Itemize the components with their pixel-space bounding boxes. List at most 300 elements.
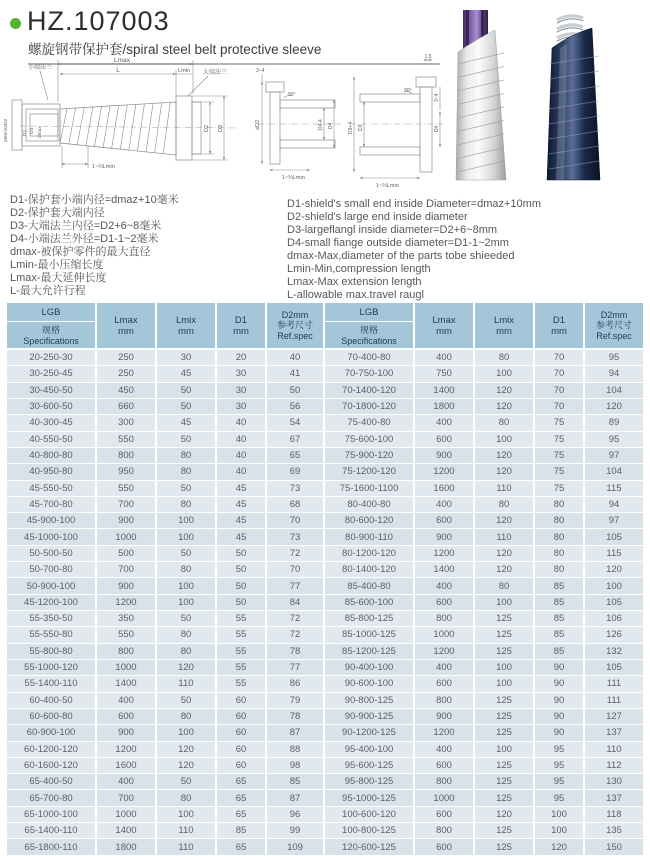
- value-cell: 85: [267, 774, 325, 790]
- value-cell: 111: [585, 693, 643, 709]
- value-cell: 600: [415, 513, 475, 529]
- value-cell: 79: [267, 693, 325, 709]
- value-cell: 55: [217, 611, 267, 627]
- value-cell: 500: [97, 546, 157, 562]
- value-cell: 350: [97, 611, 157, 627]
- value-cell: 80: [475, 415, 535, 431]
- value-cell: 1600: [97, 758, 157, 774]
- value-cell: 86: [267, 676, 325, 692]
- value-cell: 132: [585, 644, 643, 660]
- value-cell: 80: [157, 497, 217, 513]
- spec-table-wrap: [7, 303, 643, 856]
- spec-cell: 45-1000-100: [7, 529, 97, 545]
- value-cell: 400: [415, 350, 475, 366]
- table-row: [7, 742, 643, 758]
- value-cell: 1400: [97, 823, 157, 839]
- value-cell: 80: [535, 513, 585, 529]
- value-cell: 60: [217, 758, 267, 774]
- value-cell: 120: [157, 660, 217, 676]
- value-cell: 50: [157, 383, 217, 399]
- value-cell: 98: [267, 758, 325, 774]
- value-cell: 400: [415, 497, 475, 513]
- table-row: [7, 774, 643, 790]
- value-cell: 50: [157, 774, 217, 790]
- table-row: [7, 758, 643, 774]
- spec-cell: 40-950-80: [7, 464, 97, 480]
- value-cell: 65: [217, 807, 267, 823]
- value-cell: 70: [535, 366, 585, 382]
- svg-text:1.5: 1.5: [424, 54, 432, 60]
- value-cell: 137: [585, 725, 643, 741]
- spec-cell: 55-1400-110: [7, 676, 97, 692]
- table-row: [7, 383, 643, 399]
- svg-text:D1: D1: [23, 129, 28, 136]
- spec-cell: 65-1400-110: [7, 823, 97, 839]
- value-cell: 80: [475, 497, 535, 513]
- legend-cn: [10, 194, 179, 298]
- spec-cell: 80-400-80: [325, 497, 415, 513]
- spec-cell: 65-700-80: [7, 790, 97, 806]
- svg-text:90°: 90°: [288, 92, 296, 98]
- value-cell: 100: [157, 595, 217, 611]
- value-cell: 1200: [415, 725, 475, 741]
- svg-text:小端法兰: 小端法兰: [28, 65, 53, 71]
- value-cell: 30: [217, 383, 267, 399]
- value-cell: 125: [475, 709, 535, 725]
- value-cell: 106: [585, 611, 643, 627]
- value-cell: 125: [475, 758, 535, 774]
- table-row: [7, 807, 643, 823]
- spec-cell: 50-700-80: [7, 562, 97, 578]
- value-cell: 85: [535, 627, 585, 643]
- value-cell: 111: [585, 676, 643, 692]
- table-row: [7, 399, 643, 415]
- value-cell: 110: [157, 676, 217, 692]
- table-row: [7, 448, 643, 464]
- spec-cell: 95-400-100: [325, 742, 415, 758]
- table-header: [7, 303, 643, 350]
- svg-text:1~⅔Lmin: 1~⅔Lmin: [92, 164, 115, 170]
- legend-line: Lmax-最大延伸长度: [10, 272, 107, 284]
- value-cell: 1000: [97, 807, 157, 823]
- value-cell: 50: [157, 399, 217, 415]
- value-cell: 80: [157, 464, 217, 480]
- value-cell: 250: [97, 350, 157, 366]
- value-cell: 120: [475, 513, 535, 529]
- spec-cell: 90-400-100: [325, 660, 415, 676]
- value-cell: 115: [585, 546, 643, 562]
- spec-cell: 100-800-125: [325, 823, 415, 839]
- value-cell: 135: [585, 823, 643, 839]
- value-cell: 95: [585, 432, 643, 448]
- col-lgb-left: LGB 规格 Specifications: [7, 303, 97, 350]
- spec-cell: 55-1000-120: [7, 660, 97, 676]
- spec-table-body: [7, 350, 643, 856]
- value-cell: 50: [157, 432, 217, 448]
- legend-line: D4-小端法兰外径=D1-1~2毫米: [10, 233, 159, 245]
- value-cell: 94: [585, 497, 643, 513]
- legend-en: [287, 198, 541, 302]
- value-cell: 1600: [415, 481, 475, 497]
- spec-cell: 40-800-80: [7, 448, 97, 464]
- value-cell: 400: [415, 415, 475, 431]
- col-lmix-left: Lmix mm: [157, 303, 217, 350]
- value-cell: 1800: [97, 839, 157, 856]
- value-cell: 85: [535, 578, 585, 594]
- value-cell: 75: [535, 448, 585, 464]
- value-cell: 45: [217, 481, 267, 497]
- value-cell: 100: [475, 432, 535, 448]
- value-cell: 1000: [97, 529, 157, 545]
- drawing-section-small: [255, 68, 342, 181]
- value-cell: 120: [157, 742, 217, 758]
- spec-cell: 90-900-125: [325, 709, 415, 725]
- svg-text:≥D2: ≥D2: [255, 119, 261, 130]
- value-cell: 120: [475, 383, 535, 399]
- col-lgb-right: LGB 规格 Specifications: [325, 303, 415, 350]
- title-bullet-icon: [10, 18, 21, 29]
- legend-line: D2-保护套大端内径: [10, 207, 105, 219]
- spec-cell: 120-600-125: [325, 839, 415, 856]
- table-row: [7, 676, 643, 692]
- value-cell: 69: [267, 464, 325, 480]
- value-cell: 90: [535, 676, 585, 692]
- value-cell: 137: [585, 790, 643, 806]
- value-cell: 50: [157, 693, 217, 709]
- legend-line: D4-small fiange outside diameter=D1-1~2mm: [287, 237, 509, 249]
- value-cell: 150: [585, 839, 643, 856]
- legend-line: dmax-Max,diameter of the parts tobe shieeded: [287, 250, 515, 262]
- col-d1-left: D1 mm: [217, 303, 267, 350]
- spec-cell: 55-550-80: [7, 627, 97, 643]
- spec-cell: 70-400-80: [325, 350, 415, 366]
- value-cell: 72: [267, 546, 325, 562]
- spec-cell: 65-400-50: [7, 774, 97, 790]
- drawing-section-large: [348, 54, 443, 189]
- value-cell: 65: [267, 448, 325, 464]
- value-cell: 68: [267, 497, 325, 513]
- value-cell: 87: [267, 790, 325, 806]
- spec-cell: 65-1000-100: [7, 807, 97, 823]
- value-cell: 1000: [415, 627, 475, 643]
- value-cell: 75: [535, 481, 585, 497]
- value-cell: 40: [217, 464, 267, 480]
- value-cell: 70: [535, 399, 585, 415]
- value-cell: 125: [475, 611, 535, 627]
- value-cell: 800: [415, 611, 475, 627]
- spec-cell: 30-600-50: [7, 399, 97, 415]
- value-cell: 90: [535, 693, 585, 709]
- value-cell: 80: [157, 709, 217, 725]
- spec-cell: 80-600-120: [325, 513, 415, 529]
- spec-cell: 80-1400-120: [325, 562, 415, 578]
- spec-cell: 85-1000-125: [325, 627, 415, 643]
- value-cell: 125: [475, 627, 535, 643]
- value-cell: 80: [535, 546, 585, 562]
- value-cell: 118: [585, 807, 643, 823]
- value-cell: 80: [475, 350, 535, 366]
- value-cell: 100: [535, 823, 585, 839]
- spec-cell: 65-1800-110: [7, 839, 97, 856]
- svg-text:Lmax: Lmax: [114, 57, 130, 64]
- value-cell: 95: [585, 350, 643, 366]
- value-cell: 300: [97, 415, 157, 431]
- value-cell: 65: [217, 774, 267, 790]
- value-cell: 60: [217, 709, 267, 725]
- value-cell: 54: [267, 415, 325, 431]
- value-cell: 80: [535, 529, 585, 545]
- value-cell: 600: [97, 709, 157, 725]
- value-cell: 60: [217, 693, 267, 709]
- value-cell: 50: [157, 611, 217, 627]
- table-row: [7, 839, 643, 856]
- table-row: [7, 693, 643, 709]
- value-cell: 30: [217, 399, 267, 415]
- value-cell: 80: [535, 562, 585, 578]
- value-cell: 550: [97, 432, 157, 448]
- product-title: HZ.107003: [27, 6, 170, 36]
- spec-cell: 95-600-125: [325, 758, 415, 774]
- value-cell: 100: [157, 529, 217, 545]
- value-cell: 85: [535, 611, 585, 627]
- value-cell: 70: [535, 350, 585, 366]
- value-cell: 120: [585, 562, 643, 578]
- spec-cell: 75-1200-120: [325, 464, 415, 480]
- value-cell: 700: [97, 790, 157, 806]
- value-cell: 1400: [415, 383, 475, 399]
- col-d2-left: D2mm 参考尺寸 Ref.spec: [267, 303, 325, 350]
- value-cell: 70: [535, 383, 585, 399]
- value-cell: 600: [415, 676, 475, 692]
- value-cell: 109: [267, 839, 325, 856]
- value-cell: 70: [267, 562, 325, 578]
- col-lmax-left: Lmax mm: [97, 303, 157, 350]
- spec-cell: 60-1600-120: [7, 758, 97, 774]
- value-cell: 40: [217, 432, 267, 448]
- value-cell: 100: [475, 742, 535, 758]
- spec-cell: 60-600-80: [7, 709, 97, 725]
- value-cell: 660: [97, 399, 157, 415]
- value-cell: 1400: [97, 676, 157, 692]
- value-cell: 1200: [97, 595, 157, 611]
- value-cell: 125: [475, 725, 535, 741]
- spec-cell: 60-1200-120: [7, 742, 97, 758]
- table-row: [7, 644, 643, 660]
- value-cell: 30: [157, 350, 217, 366]
- svg-text:D4: D4: [434, 125, 440, 132]
- value-cell: 85: [217, 823, 267, 839]
- value-cell: 72: [267, 611, 325, 627]
- value-cell: 120: [475, 562, 535, 578]
- spec-cell: 40-300-45: [7, 415, 97, 431]
- product-photo-dark: [547, 16, 600, 180]
- spec-cell: 95-800-125: [325, 774, 415, 790]
- value-cell: 120: [475, 807, 535, 823]
- svg-text:L: L: [116, 67, 120, 74]
- legend-line: Lmin-Min,compression length: [287, 263, 431, 275]
- value-cell: 75: [535, 464, 585, 480]
- value-cell: 900: [415, 709, 475, 725]
- value-cell: 100: [157, 513, 217, 529]
- svg-text:90°: 90°: [404, 88, 412, 94]
- value-cell: 104: [585, 464, 643, 480]
- value-cell: 72: [267, 627, 325, 643]
- legend-line: Lmax-Max extension length: [287, 276, 422, 288]
- value-cell: 250: [97, 366, 157, 382]
- value-cell: 120: [157, 758, 217, 774]
- legend-line: D3-大端法兰内径=D2+6~8毫米: [10, 220, 162, 232]
- drawing-main-view: [3, 57, 240, 170]
- value-cell: 67: [267, 432, 325, 448]
- value-cell: 30: [217, 366, 267, 382]
- value-cell: 85: [535, 644, 585, 660]
- table-row: [7, 611, 643, 627]
- col-d1-right: D1 mm: [535, 303, 585, 350]
- value-cell: 400: [415, 660, 475, 676]
- value-cell: 100: [157, 807, 217, 823]
- value-cell: 41: [267, 366, 325, 382]
- value-cell: 1800: [415, 399, 475, 415]
- value-cell: 600: [415, 758, 475, 774]
- value-cell: 130: [585, 774, 643, 790]
- value-cell: 89: [585, 415, 643, 431]
- value-cell: 120: [475, 546, 535, 562]
- value-cell: 80: [475, 578, 535, 594]
- value-cell: 1200: [97, 742, 157, 758]
- value-cell: 50: [157, 546, 217, 562]
- svg-text:D4-4: D4-4: [318, 119, 324, 130]
- value-cell: 45: [217, 513, 267, 529]
- value-cell: 50: [157, 481, 217, 497]
- spec-cell: 75-400-80: [325, 415, 415, 431]
- value-cell: 120: [475, 399, 535, 415]
- value-cell: 800: [415, 823, 475, 839]
- value-cell: 450: [97, 383, 157, 399]
- value-cell: 110: [157, 839, 217, 856]
- value-cell: 120: [535, 839, 585, 856]
- value-cell: 65: [217, 839, 267, 856]
- svg-text:D3+4: D3+4: [348, 121, 354, 134]
- table-row: [7, 790, 643, 806]
- svg-text:大端法兰: 大端法兰: [203, 70, 228, 76]
- value-cell: 80: [157, 790, 217, 806]
- spec-cell: 85-800-125: [325, 611, 415, 627]
- value-cell: 900: [415, 448, 475, 464]
- value-cell: 700: [97, 497, 157, 513]
- value-cell: 400: [415, 742, 475, 758]
- value-cell: 950: [97, 464, 157, 480]
- spec-cell: 50-900-100: [7, 578, 97, 594]
- value-cell: 700: [97, 562, 157, 578]
- value-cell: 60: [217, 725, 267, 741]
- value-cell: 75: [535, 432, 585, 448]
- value-cell: 65: [217, 790, 267, 806]
- value-cell: 56: [267, 399, 325, 415]
- table-row: [7, 595, 643, 611]
- table-row: [7, 725, 643, 741]
- value-cell: 50: [217, 546, 267, 562]
- value-cell: 600: [415, 595, 475, 611]
- value-cell: 80: [535, 497, 585, 513]
- value-cell: 75: [535, 415, 585, 431]
- value-cell: 100: [475, 676, 535, 692]
- value-cell: 55: [217, 676, 267, 692]
- value-cell: 750: [415, 366, 475, 382]
- value-cell: 125: [475, 774, 535, 790]
- svg-text:dmax: dmax: [38, 126, 43, 138]
- spec-cell: 20-250-30: [7, 350, 97, 366]
- svg-text:D4: D4: [30, 127, 35, 134]
- value-cell: 88: [267, 742, 325, 758]
- table-row: [7, 709, 643, 725]
- value-cell: 78: [267, 709, 325, 725]
- legend-line: dmax-被保护零件的最大直径: [10, 246, 151, 258]
- value-cell: 97: [585, 513, 643, 529]
- value-cell: 45: [217, 529, 267, 545]
- spec-cell: 50-500-50: [7, 546, 97, 562]
- spec-cell: 55-350-50: [7, 611, 97, 627]
- value-cell: 96: [267, 807, 325, 823]
- value-cell: 125: [475, 790, 535, 806]
- spec-cell: 85-1200-125: [325, 644, 415, 660]
- svg-text:1~⅔Lmin: 1~⅔Lmin: [282, 175, 305, 181]
- value-cell: 78: [267, 644, 325, 660]
- product-photo-silver: [456, 10, 506, 180]
- svg-text:≥Mmin≥D2: ≥Mmin≥D2: [4, 118, 9, 142]
- value-cell: 80: [157, 448, 217, 464]
- value-cell: 55: [217, 660, 267, 676]
- value-cell: 20: [217, 350, 267, 366]
- legend-line: D3-largeflangl inside diameter=D2+6~8mm: [287, 224, 498, 236]
- value-cell: 60: [217, 742, 267, 758]
- value-cell: 125: [475, 839, 535, 856]
- value-cell: 400: [415, 578, 475, 594]
- svg-text:D4: D4: [328, 122, 334, 129]
- table-row: [7, 415, 643, 431]
- value-cell: 73: [267, 481, 325, 497]
- value-cell: 105: [585, 529, 643, 545]
- spec-cell: 45-1200-100: [7, 595, 97, 611]
- table-row: [7, 546, 643, 562]
- spec-cell: 70-1800-120: [325, 399, 415, 415]
- value-cell: 800: [415, 774, 475, 790]
- table-row: [7, 529, 643, 545]
- value-cell: 55: [217, 644, 267, 660]
- value-cell: 120: [475, 448, 535, 464]
- table-row: [7, 481, 643, 497]
- value-cell: 45: [157, 366, 217, 382]
- value-cell: 50: [217, 578, 267, 594]
- legend-line: D1-保护套小端内径=dmaz+10毫米: [10, 194, 179, 206]
- value-cell: 120: [475, 464, 535, 480]
- svg-text:D2: D2: [204, 124, 210, 132]
- col-lmax-right: Lmax mm: [415, 303, 475, 350]
- value-cell: 110: [585, 742, 643, 758]
- spec-cell: 55-800-80: [7, 644, 97, 660]
- spec-cell: 75-1600-1100: [325, 481, 415, 497]
- legend-line: Lmin-最小压缩长度: [10, 259, 104, 271]
- value-cell: 90: [535, 725, 585, 741]
- spec-cell: 60-900-100: [7, 725, 97, 741]
- table-row: [7, 350, 643, 366]
- legend-line: L-最大允许行程: [10, 285, 86, 297]
- value-cell: 105: [585, 660, 643, 676]
- value-cell: 45: [217, 497, 267, 513]
- value-cell: 400: [97, 774, 157, 790]
- col-lmix-right: Lmix mm: [475, 303, 535, 350]
- value-cell: 50: [217, 562, 267, 578]
- value-cell: 125: [475, 823, 535, 839]
